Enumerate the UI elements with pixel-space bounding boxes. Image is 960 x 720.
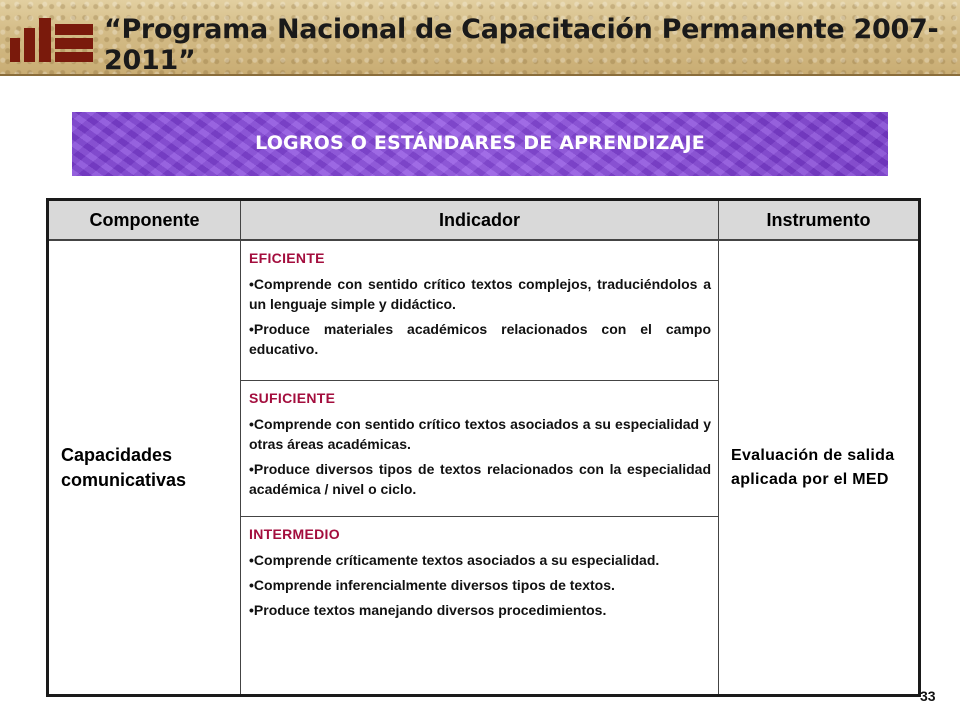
page-number: 33 xyxy=(920,688,936,704)
indicator-item: • Produce textos manejando diversos procedimientos. xyxy=(249,600,711,620)
bar-stack-logo-icon xyxy=(8,14,98,64)
level-label: SUFICIENTE xyxy=(249,390,336,406)
standards-table xyxy=(46,198,921,697)
page-title: “Programa Nacional de Capacitación Permanente 2007-2011” xyxy=(104,14,939,76)
indicator-cell-eficiente xyxy=(241,240,719,381)
header-componente: Componente xyxy=(48,200,241,241)
table-row xyxy=(48,240,920,381)
indicator-cell-intermedio xyxy=(241,517,719,696)
indicator-item: • Produce diversos tipos de textos relacionados con la especialidad académica / nivel o ciclo. xyxy=(249,459,711,499)
table-header-row xyxy=(48,200,920,241)
indicator-item: • Comprende críticamente textos asociados a su especialidad. xyxy=(249,550,711,570)
indicator-item: • Comprende con sentido crítico textos asociados a su especialidad y otras áreas académicas. xyxy=(249,414,711,454)
indicator-cell-suficiente xyxy=(241,381,719,517)
header-indicador: Indicador xyxy=(241,200,719,241)
indicator-item: • Comprende con sentido crítico textos complejos, traduciéndolos a un lenguaje simple y didáctico. xyxy=(249,274,711,314)
level-label: EFICIENTE xyxy=(249,250,325,266)
indicator-item: • Produce materiales académicos relacionados con el campo educativo. xyxy=(249,319,711,359)
instrumento-cell: Evaluación de salida aplicada por el MED xyxy=(719,240,920,696)
level-label: INTERMEDIO xyxy=(249,526,340,542)
header-banner xyxy=(0,0,960,76)
componente-cell: Capacidades comunicativas xyxy=(48,240,241,696)
indicator-item: • Comprende inferencialmente diversos tipos de textos. xyxy=(249,575,711,595)
section-banner xyxy=(72,112,888,176)
section-title: LOGROS O ESTÁNDARES DE APRENDIZAJE xyxy=(255,132,705,154)
header-instrumento: Instrumento xyxy=(719,200,920,241)
